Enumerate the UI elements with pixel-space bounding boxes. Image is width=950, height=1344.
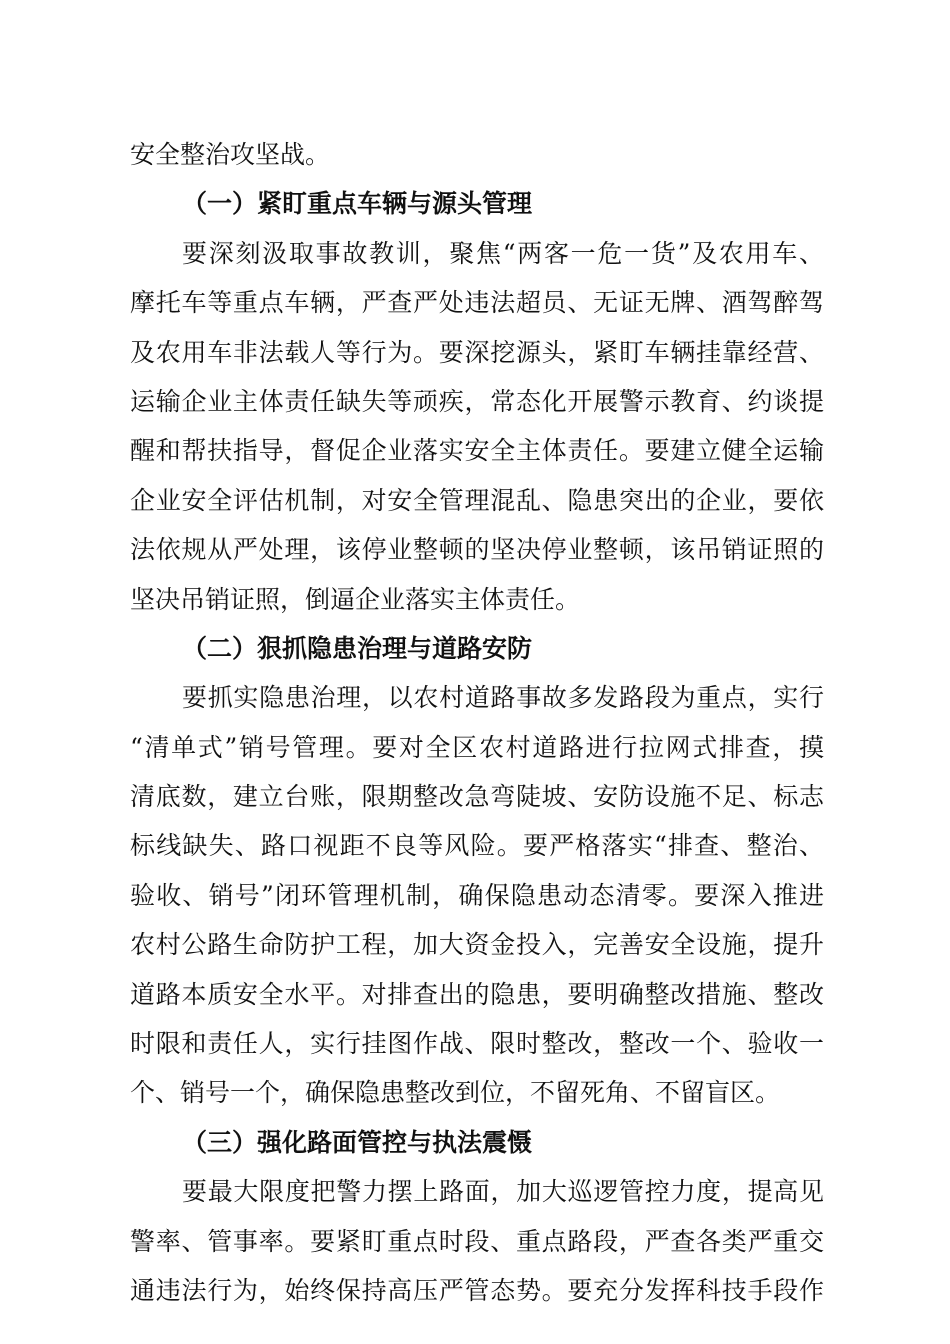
- paragraph-line: 运输企业主体责任缺失等顽疾，常态化开展警示教育、约谈提: [130, 386, 824, 416]
- paragraph-line: 法依规从严处理，该停业整顿的坚决停业整顿，该吊销证照的: [130, 535, 824, 565]
- paragraph-line: 及农用车非法载人等行为。要深挖源头，紧盯车辆挂靠经营、: [130, 337, 824, 367]
- paragraph-line: 道路本质安全水平。对排查出的隐患，要明确整改措施、整改: [130, 979, 824, 1009]
- paragraph-line: 要深刻汲取事故教训，聚焦“两客一危一货”及农用车、: [182, 238, 824, 268]
- section-heading-3: （三）强化路面管控与执法震慑: [182, 1127, 533, 1157]
- paragraph-line: 验收、销号”闭环管理机制，确保隐患动态清零。要深入推进: [130, 880, 824, 910]
- section-heading-1: （一）紧盯重点车辆与源头管理: [182, 189, 533, 219]
- paragraph-line: “清单式”销号管理。要对全区农村道路进行拉网式排查，摸: [130, 732, 824, 762]
- paragraph-line: 安全整治攻坚战。: [130, 140, 331, 169]
- paragraph-line: 个、销号一个，确保隐患整改到位，不留死角、不留盲区。: [130, 1078, 781, 1108]
- paragraph-line: 清底数，建立台账，限期整改急弯陡坡、安防设施不足、标志: [130, 782, 824, 812]
- paragraph-line: 醒和帮扶指导，督促企业落实安全主体责任。要建立健全运输: [130, 436, 824, 466]
- paragraph-line: 通违法行为，始终保持高压严管态势。要充分发挥科技手段作: [130, 1275, 824, 1305]
- paragraph-line: 坚决吊销证照，倒逼企业落实主体责任。: [130, 584, 581, 614]
- section-heading-2: （二）狠抓隐患治理与道路安防: [182, 633, 533, 663]
- paragraph-line: 要抓实隐患治理，以农村道路事故多发路段为重点，实行: [182, 683, 824, 713]
- paragraph-line: 摩托车等重点车辆，严查严处违法超员、无证无牌、酒驾醉驾: [130, 288, 824, 318]
- paragraph-line: 要最大限度把警力摆上路面，加大巡逻管控力度，提高见: [182, 1177, 824, 1207]
- paragraph-line: 农村公路生命防护工程，加大资金投入，完善安全设施，提升: [130, 930, 824, 960]
- paragraph-line: 时限和责任人，实行挂图作战、限时整改，整改一个、验收一: [130, 1029, 824, 1059]
- body-text: [130, 130, 824, 1315]
- paragraph-line: 警率、管事率。要紧盯重点时段、重点路段，严查各类严重交: [130, 1226, 824, 1256]
- paragraph-line: 企业安全评估机制，对安全管理混乱、隐患突出的企业，要依: [130, 485, 824, 515]
- paragraph-line: 标线缺失、路口视距不良等风险。要严格落实“排查、整治、: [130, 831, 824, 861]
